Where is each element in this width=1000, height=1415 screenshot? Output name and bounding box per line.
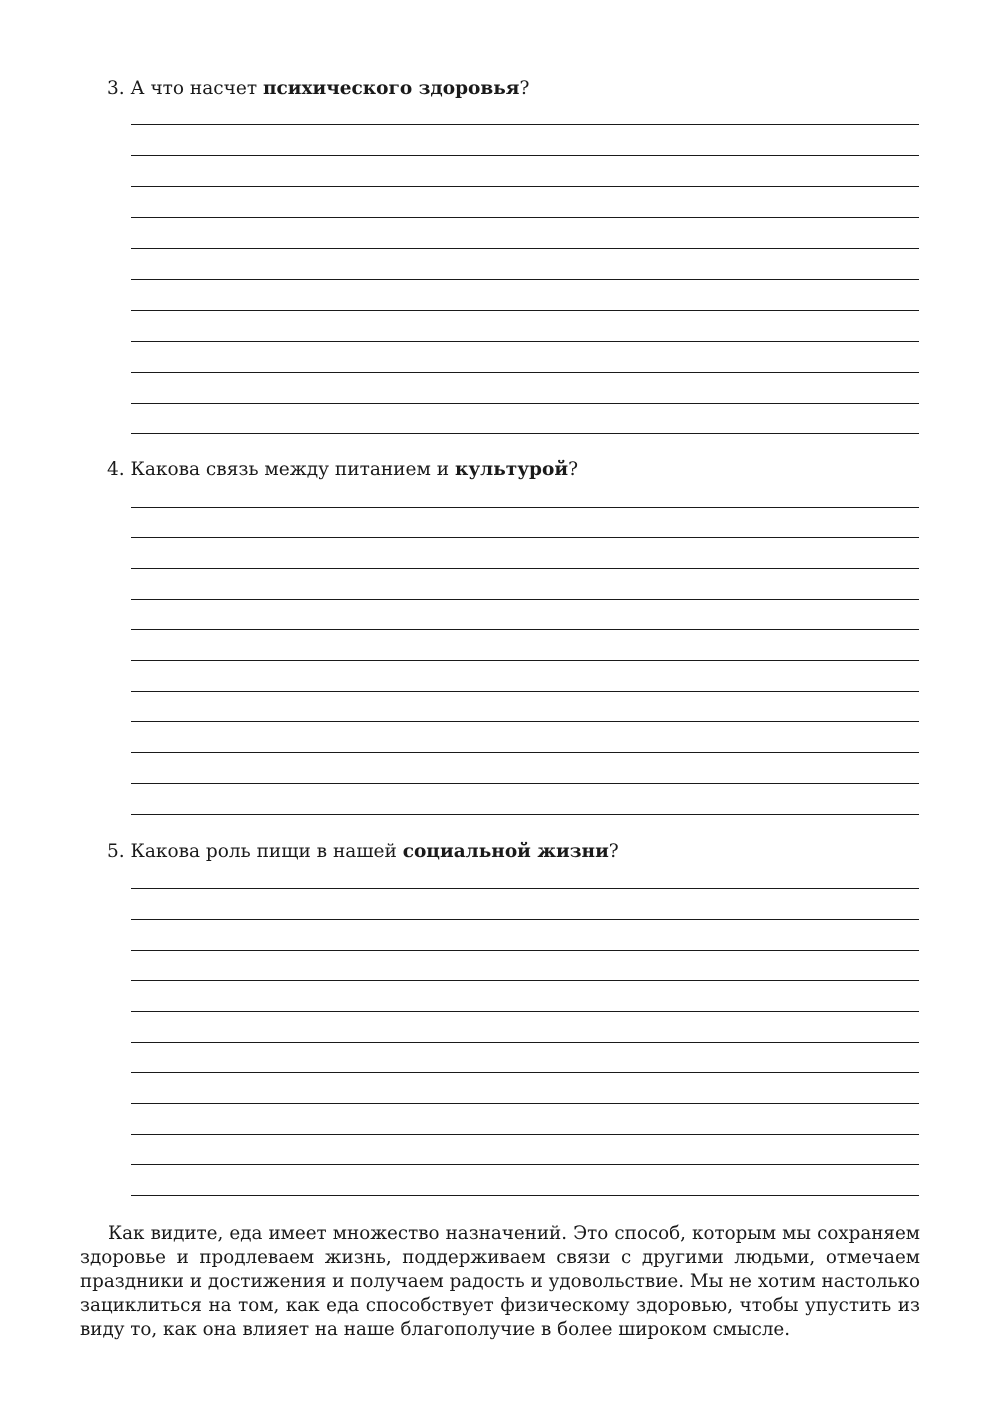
answer-line[interactable] <box>131 155 919 156</box>
question-4-prompt <box>107 458 578 482</box>
answer-line[interactable] <box>131 1164 919 1165</box>
answer-line[interactable] <box>131 403 919 404</box>
answer-line[interactable] <box>131 217 919 218</box>
answer-line[interactable] <box>131 980 919 981</box>
answer-line[interactable] <box>131 1103 919 1104</box>
answer-line[interactable] <box>131 568 919 569</box>
question-mark: ? <box>608 841 619 862</box>
answer-line[interactable] <box>131 372 919 373</box>
question-text: Какова связь между питанием и <box>130 459 450 480</box>
answer-line[interactable] <box>131 660 919 661</box>
answer-line[interactable] <box>131 248 919 249</box>
answer-line[interactable] <box>131 721 919 722</box>
answer-line[interactable] <box>131 752 919 753</box>
question-number: 4. <box>107 459 125 480</box>
answer-line[interactable] <box>131 1134 919 1135</box>
answer-line[interactable] <box>131 537 919 538</box>
question-emphasis: социальной жизни <box>402 841 609 862</box>
question-text: А что насчет <box>130 78 258 99</box>
answer-line[interactable] <box>131 507 919 508</box>
question-mark: ? <box>519 78 530 99</box>
question-text: Какова роль пищи в нашей <box>130 841 397 862</box>
answer-line[interactable] <box>131 814 919 815</box>
answer-line[interactable] <box>131 599 919 600</box>
answer-line[interactable] <box>131 341 919 342</box>
question-number: 3. <box>107 78 125 99</box>
question-number: 5. <box>107 841 125 862</box>
question-3-prompt <box>107 77 529 101</box>
question-mark: ? <box>568 459 578 480</box>
answer-line[interactable] <box>131 1195 919 1196</box>
answer-line[interactable] <box>131 186 919 187</box>
answer-line[interactable] <box>131 433 919 434</box>
answer-line[interactable] <box>131 310 919 311</box>
question-emphasis: культурой <box>454 459 569 480</box>
answer-line[interactable] <box>131 629 919 630</box>
answer-line[interactable] <box>131 783 919 784</box>
answer-line[interactable] <box>131 1011 919 1012</box>
answer-line[interactable] <box>131 1042 919 1043</box>
answer-line[interactable] <box>131 124 919 125</box>
answer-line[interactable] <box>131 1072 919 1073</box>
closing-paragraph: Как видите, еда имеет множество назначений. Это способ, которым мы сохраняем здоровье и продлеваем жизнь, поддерживаем связи с другими людьми, отмечаем праздники и достижения и получаем радость и удовольствие. Мы не хотим настолько зациклиться на том, как еда способствует физическому здоровью, чтобы упустить из виду то, как она влияет на наше благополучие в более широком смысле. <box>80 1223 920 1340</box>
question-5-prompt <box>107 840 619 864</box>
answer-line[interactable] <box>131 919 919 920</box>
question-emphasis: психического здоровья <box>262 78 520 99</box>
answer-line[interactable] <box>131 950 919 951</box>
answer-line[interactable] <box>131 888 919 889</box>
answer-line[interactable] <box>131 279 919 280</box>
answer-line[interactable] <box>131 691 919 692</box>
